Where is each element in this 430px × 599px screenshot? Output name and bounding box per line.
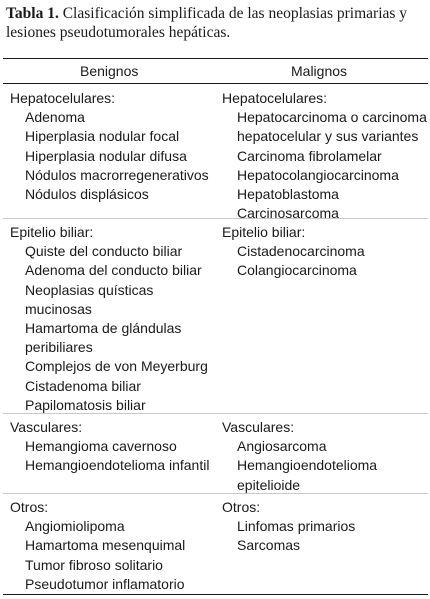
group-title: Otros: [222, 499, 261, 515]
list-item: Complejos de von Meyerburg [25, 358, 208, 375]
table-caption-text: Clasificación simplificada de las neoplasias primarias y lesiones pseudotumorales hepáticas. [6, 5, 408, 41]
malign-group-epitelio-biliar [222, 223, 365, 281]
list-item: Hamartoma de glándulas [25, 320, 182, 337]
list-item: Hepatoblastoma [237, 186, 339, 203]
group-title: Vasculares: [222, 419, 295, 435]
list-item: Hemangioendotelioma [237, 457, 378, 474]
malign-group-hepatocelulares [222, 89, 427, 223]
row-separator [3, 413, 428, 414]
column-header-benignos: Benignos [80, 63, 139, 79]
group-title: Otros: [10, 499, 49, 515]
list-item: hepatocelular y sus variantes [237, 128, 419, 145]
list-item: Hemangioma cavernoso [25, 438, 177, 455]
group-title: Vasculares: [10, 419, 83, 435]
benign-group-vasculares [10, 418, 209, 476]
list-item: peribiliares [25, 339, 93, 356]
list-item: Carcinosarcoma [237, 205, 339, 222]
list-item: Tumor fibroso solitario [25, 556, 163, 573]
table-caption-label: Tabla 1. [6, 5, 59, 22]
list-item: Carcinoma fibrolamelar [237, 147, 382, 164]
list-item: Hemangioendotelioma infantil [25, 457, 210, 474]
list-item: Cistadenoma biliar [25, 377, 141, 394]
list-item: Adenoma [25, 109, 85, 126]
list-item: Hamartoma mesenquimal [25, 537, 186, 554]
list-item: Nódulos displásicos [25, 186, 149, 203]
group-title: Epitelio biliar: [222, 224, 306, 240]
list-item: Linfomas primarios [237, 518, 356, 535]
list-item: Cistadenocarcinoma [237, 243, 365, 260]
list-item: Papilomatosis biliar [25, 396, 146, 413]
list-item: Hepatocolangiocarcinoma [237, 166, 399, 183]
list-item: Adenoma del conducto biliar [25, 262, 202, 279]
table-top-rule [3, 58, 428, 59]
group-title: Epitelio biliar: [10, 224, 94, 240]
benign-group-otros [10, 498, 185, 594]
row-separator [3, 218, 428, 219]
group-title: Hepatocelulares: [10, 90, 116, 106]
benign-group-hepatocelulares [10, 89, 209, 204]
table-bottom-rule [3, 594, 428, 595]
list-item: Sarcomas [237, 537, 301, 554]
list-item: mucinosas [25, 300, 92, 317]
column-header-malignos: Malignos [291, 63, 348, 79]
list-item: Hiperplasia nodular focal [25, 128, 180, 145]
list-item: Hepatocarcinoma o carcinoma [237, 109, 427, 126]
malign-group-otros [222, 498, 355, 556]
malign-group-vasculares [222, 418, 377, 495]
group-title: Hepatocelulares: [222, 90, 328, 106]
list-item: Pseudotumor inflamatorio [25, 575, 185, 592]
list-item: Hiperplasia nodular difusa [25, 147, 187, 164]
list-item: Neoplasias quísticas [25, 281, 154, 298]
table-caption [6, 4, 426, 42]
list-item: Quiste del conducto biliar [25, 243, 183, 260]
list-item: Angiomiolipoma [25, 518, 125, 535]
benign-group-epitelio-biliar [10, 223, 208, 415]
table-header-rule [3, 83, 428, 84]
list-item: Angiosarcoma [237, 438, 327, 455]
list-item: epitelioide [237, 476, 301, 493]
row-separator [3, 493, 428, 494]
list-item: Nódulos macrorregenerativos [25, 166, 209, 183]
list-item: Colangiocarcinoma [237, 262, 357, 279]
